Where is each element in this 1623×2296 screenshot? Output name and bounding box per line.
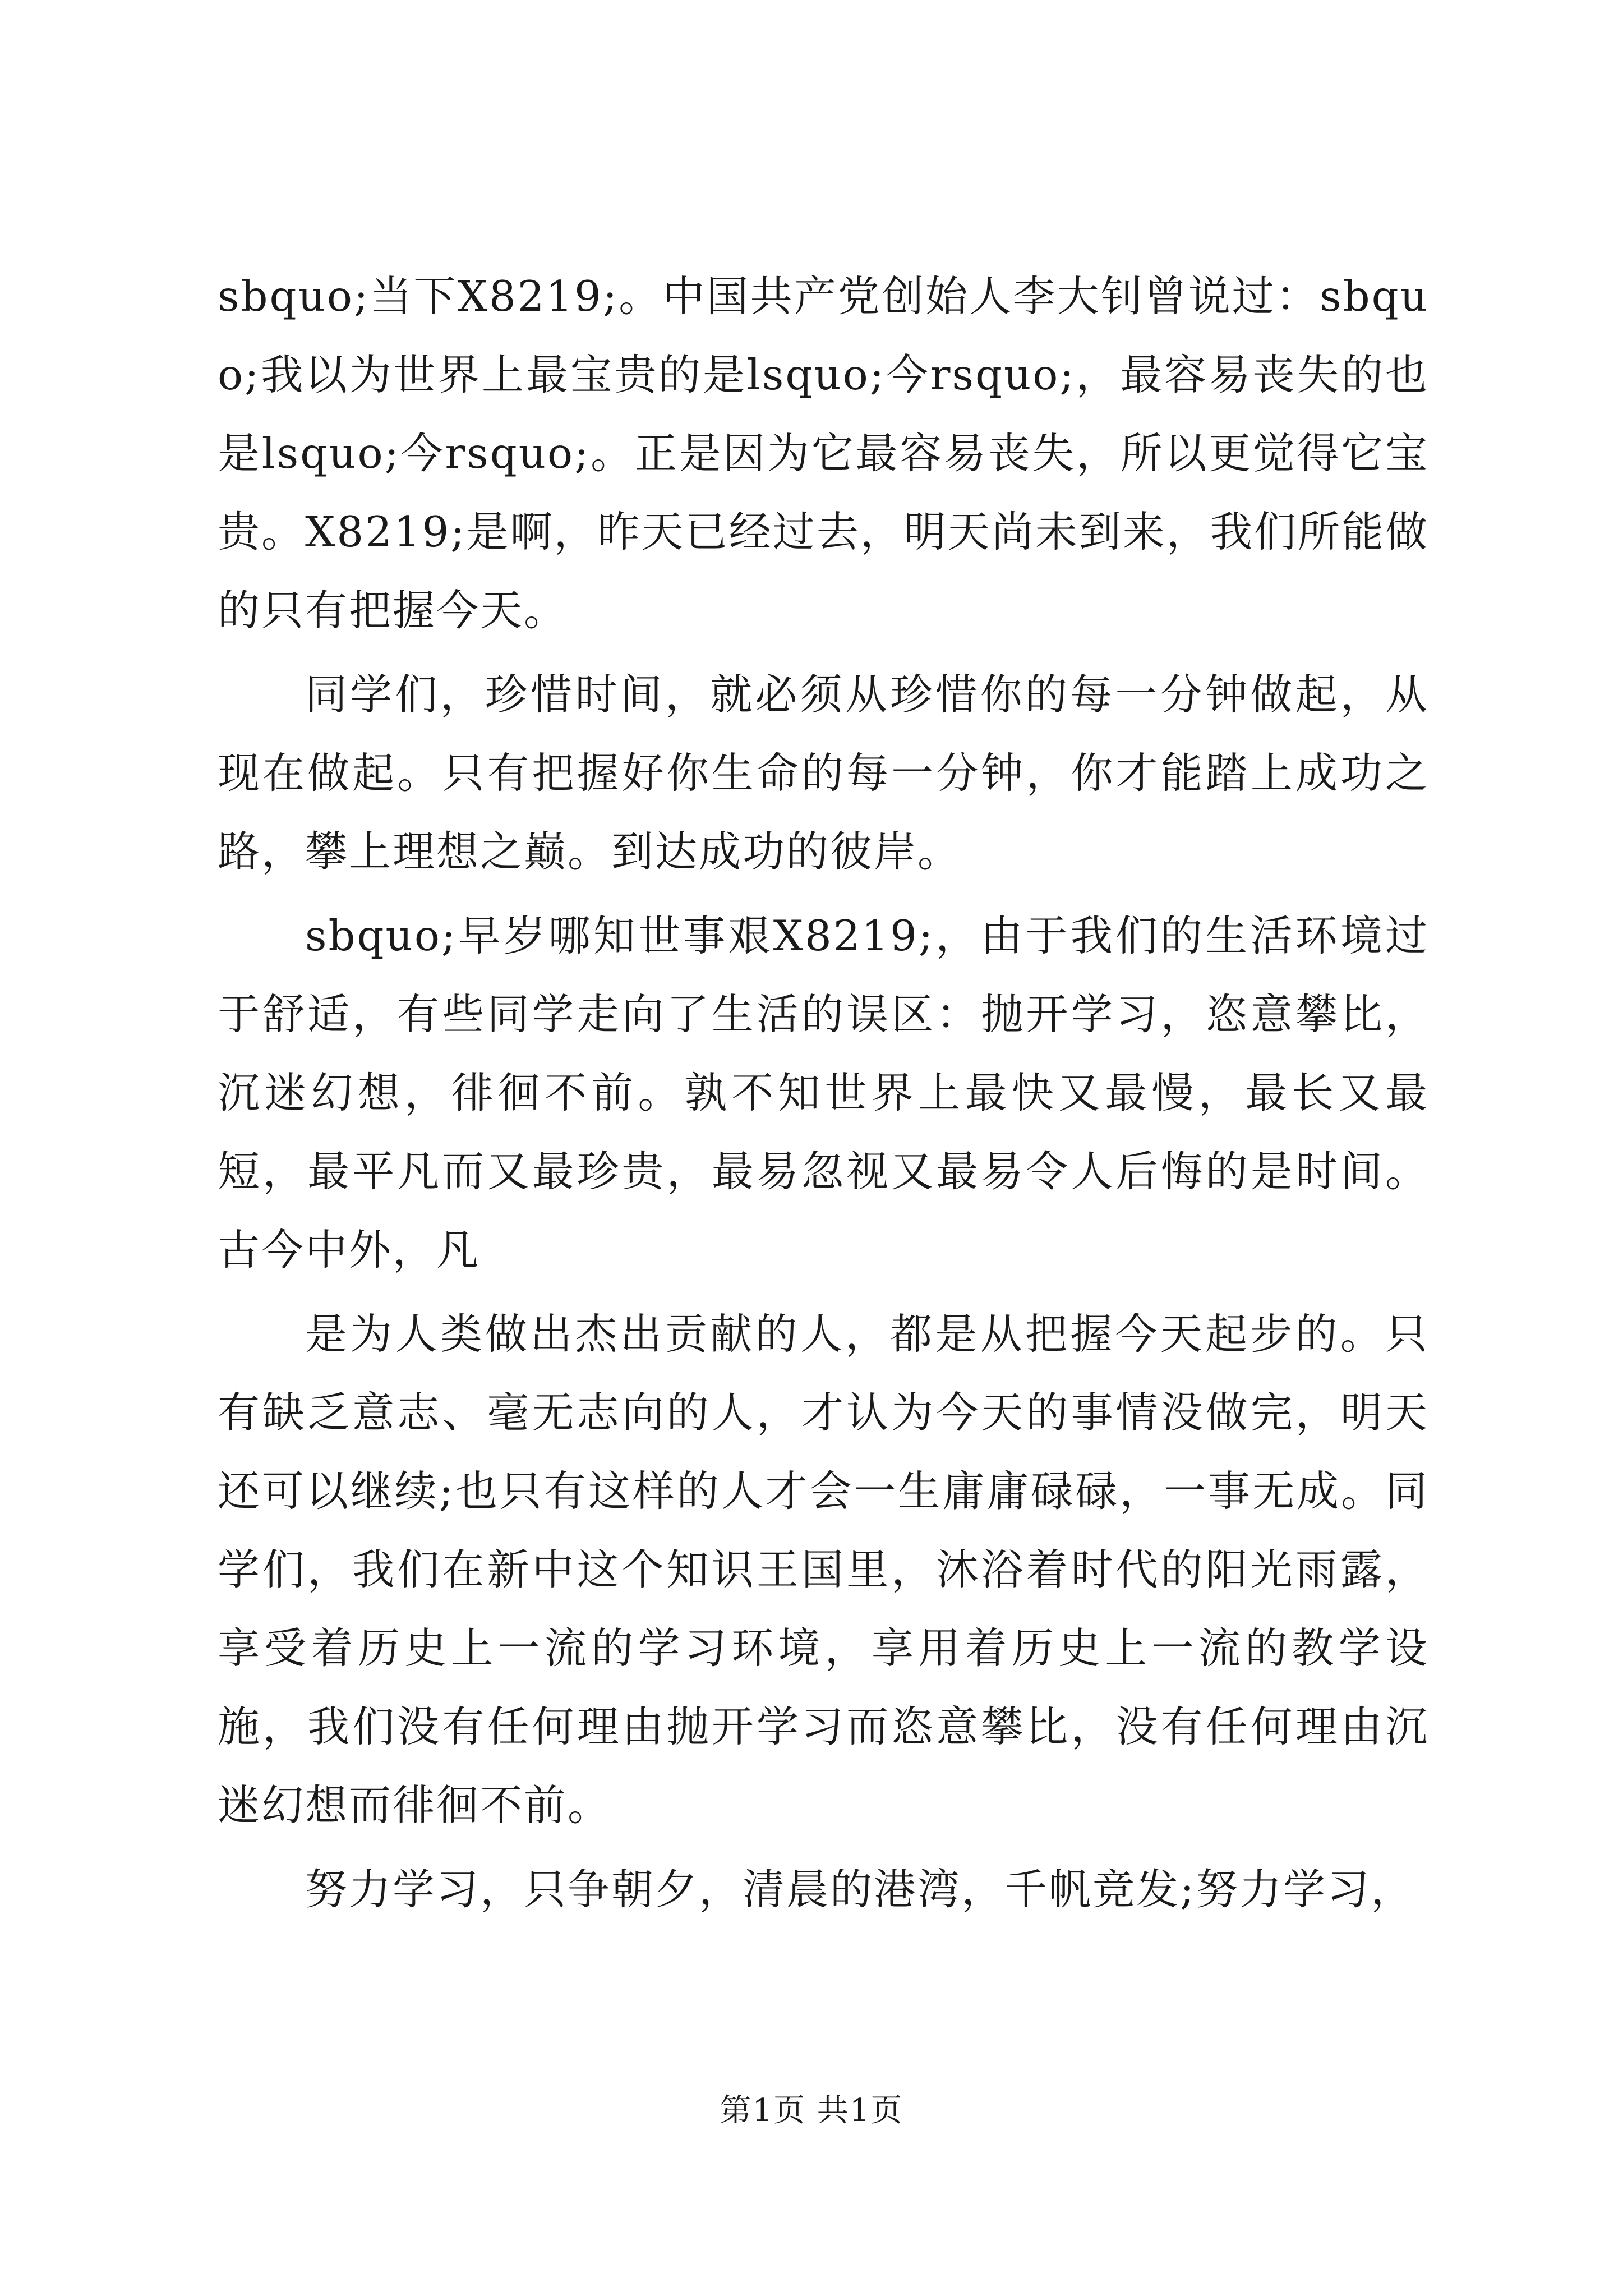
paragraph-3: sbquo;早岁哪知世事艰X8219;，由于我们的生活环境过于舒适，有些同学走向了生活的误区：抛开学习，恣意攀比，沉迷幻想，徘徊不前。孰不知世界上最快又最慢，最长又最短，最平凡而又最珍贵，最易忽视又最易令人后悔的是时间。古今中外，凡 xyxy=(218,911,1429,1274)
paragraph-2: 同学们，珍惜时间，就必须从珍惜你的每一分钟做起，从现在做起。只有把握好你生命的每一分钟，你才能踏上成功之路，攀上理想之巅。到达成功的彼岸。 xyxy=(218,670,1429,876)
paragraph-5: 努力学习，只争朝夕，清晨的港湾，千帆竞发;努力学习， xyxy=(305,1865,1415,1914)
paragraph-4: 是为人类做出杰出贡献的人，都是从把握今天起步的。只有缺乏意志、毫无志向的人，才认为今天的事情没做完，明天还可以继续;也只有这样的人才会一生庸庸碌碌，一事无成。同学们，我们在新中这个知识王国里，沐浴着时代的阳光雨露，享受着历史上一流的学习环境，享用着历史上一流的教学设施，我们没有任何理由抛开学习而恣意攀比，没有任何理由沉迷幻想而徘徊不前。 xyxy=(218,1309,1429,1830)
paragraph-1: sbquo;当下X8219;。中国共产党创始人李大钊曾说过：sbquo;我以为世界上最宝贵的是lsquo;今rsquo;，最容易丧失的也是lsquo;今rsquo;。正是因为它最容易丧失，所以更觉得它宝贵。X8219;是啊，昨天已经过去，明天尚未到来，我们所能做的只有把握今天。 xyxy=(218,272,1429,635)
page-footer: 第1页 共1页 xyxy=(720,2092,903,2129)
document-body xyxy=(218,257,1429,1929)
